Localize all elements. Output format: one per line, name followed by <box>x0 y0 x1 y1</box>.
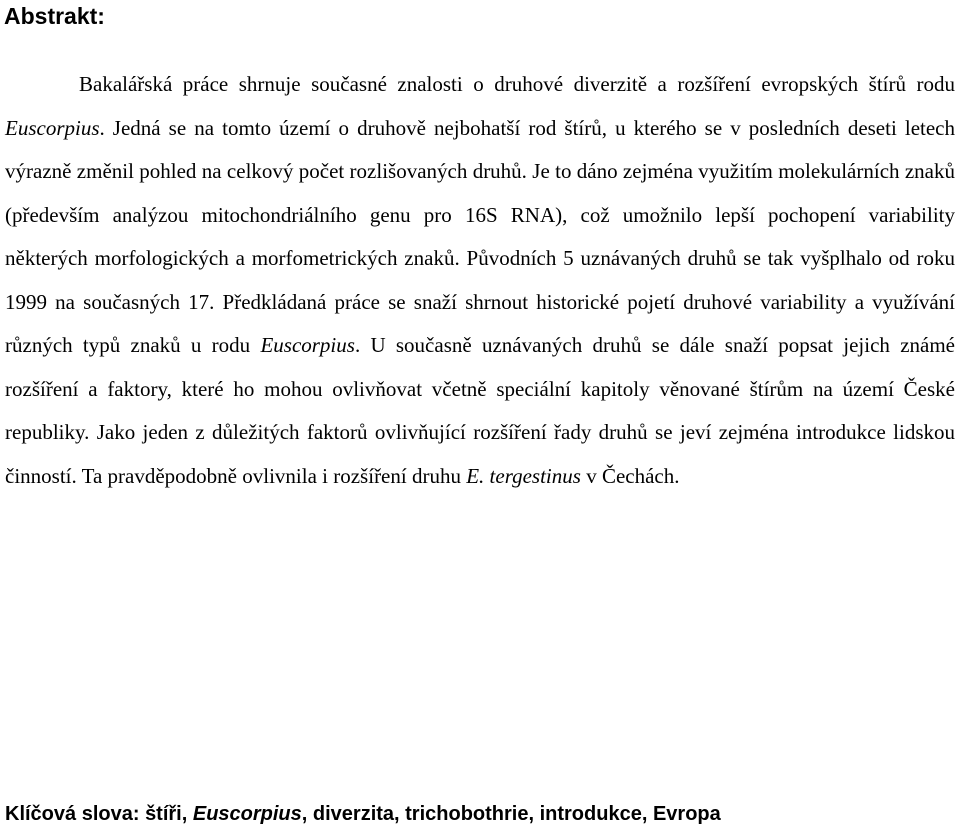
keyword-text: , diverzita, trichobothrie, introdukce, Evropa <box>301 803 721 825</box>
abstract-text-2: . Jedná se na tomto území o druhově nejbohatší rod štírů, u kterého se v posledních deseti letech výrazně změnil pohled na celkový počet rozlišovaných druhů. Je to dáno zejména využitím molekulárních znaků (především analýzou mitochondriálního genu pro 16S RNA), což umožnilo lepší pochopení variability některých morfologických a morfometrických znaků. Původních 5 uznávaných druhů se tak vyšplhalo od roku 1999 na současných 17. Předkládaná práce se snaží shrnout historické pojetí druhové variability a využívání různých typů znaků u rodu <box>5 115 955 357</box>
keywords-label: Klíčová slova: <box>5 803 146 825</box>
abstract-text-1: Bakalářská práce shrnuje současné znalosti o druhové diverzitě a rozšíření evropských štírů rodu <box>79 72 955 96</box>
genus-name-italic: Euscorpius <box>260 333 355 357</box>
abstract-text-3: . U současně uznávaných druhů se dále snaží popsat jejich známé rozšíření a faktory, které ho mohou ovlivňovat včetně speciální kapitoly věnované štírům na území České republiky. Jako jeden z důležitých faktorů ovlivňující rozšíření řady druhů se jeví zejména introdukce lidskou činností. Ta pravděpodobně ovlivnila i rozšíření druhu <box>5 333 955 488</box>
species-name-italic: E. tergestinus <box>466 463 581 488</box>
keyword-text: štíři, <box>145 803 193 825</box>
abstract-heading: Abstrakt: <box>4 3 105 29</box>
keyword-genus-italic: Euscorpius <box>192 803 302 825</box>
keywords-line <box>5 801 721 827</box>
abstract-text-4: v Čechách. <box>580 463 680 488</box>
genus-name-italic: Euscorpius <box>5 115 100 140</box>
abstract-paragraph <box>5 63 955 498</box>
